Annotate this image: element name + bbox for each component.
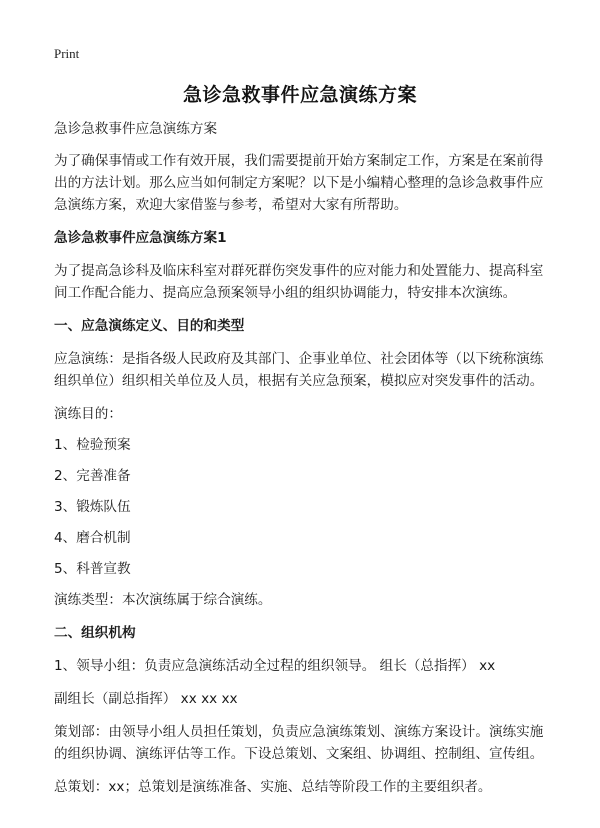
purpose-item: 1、检验预案: [54, 437, 131, 453]
purpose-label: 演练目的：: [54, 406, 122, 422]
document-subtitle: 急诊急救事件应急演练方案: [54, 121, 218, 137]
definition-paragraph: 应急演练：是指各级人民政府及其部门、企事业单位、社会团体等（以下统称演练组织单位）组织相关单位及人员，根据有关应急预案，模拟应对突发事件的活动。: [54, 351, 544, 389]
deputy-leader-paragraph: 副组长（副总指挥） xx xx xx: [54, 691, 238, 707]
part2-heading: 二、组织机构: [54, 625, 136, 641]
purpose-item: 4、磨合机制: [54, 530, 131, 546]
drill-type-paragraph: 演练类型：本次演练属于综合演练。: [54, 592, 272, 608]
section1-paragraph: 为了提高急诊科及临床科室对群死群伤突发事件的应对能力和处置能力、提高科室间工作配合能力、提高应急预案领导小组的组织协调能力，特安排本次演练。: [54, 263, 544, 301]
intro-paragraph: 为了确保事情或工作有效开展，我们需要提前开始方案制定工作，方案是在案前得出的方法计划。那么应当如何制定方案呢？以下是小编精心整理的急诊急救事件应急演练方案，欢迎大家借鉴与参考，希望对大家有所帮助。: [54, 153, 544, 213]
section1-heading: 急诊急救事件应急演练方案1: [54, 230, 227, 246]
purpose-item: 2、完善准备: [54, 468, 131, 484]
purpose-item: 3、锻炼队伍: [54, 499, 131, 515]
leader-group-paragraph: 1、领导小组：负责应急演练活动全过程的组织领导。 组长（总指挥） xx: [54, 658, 496, 674]
print-label: Print: [54, 46, 80, 61]
document-body: [54, 118, 552, 809]
planning-dept-paragraph: 策划部：由领导小组人员担任策划，负责应急演练策划、演练方案设计。演练实施的组织协调、演练评估等工作。下设总策划、文案组、协调组、控制组、宣传组。: [54, 724, 544, 762]
document-title: 急诊急救事件应急演练方案: [182, 84, 417, 106]
part1-heading: 一、应急演练定义、目的和类型: [54, 318, 245, 334]
chief-planner-paragraph: 总策划：xx；总策划是演练准备、实施、总结等阶段工作的主要组织者。: [54, 779, 492, 795]
purpose-item: 5、科普宣教: [54, 561, 131, 577]
